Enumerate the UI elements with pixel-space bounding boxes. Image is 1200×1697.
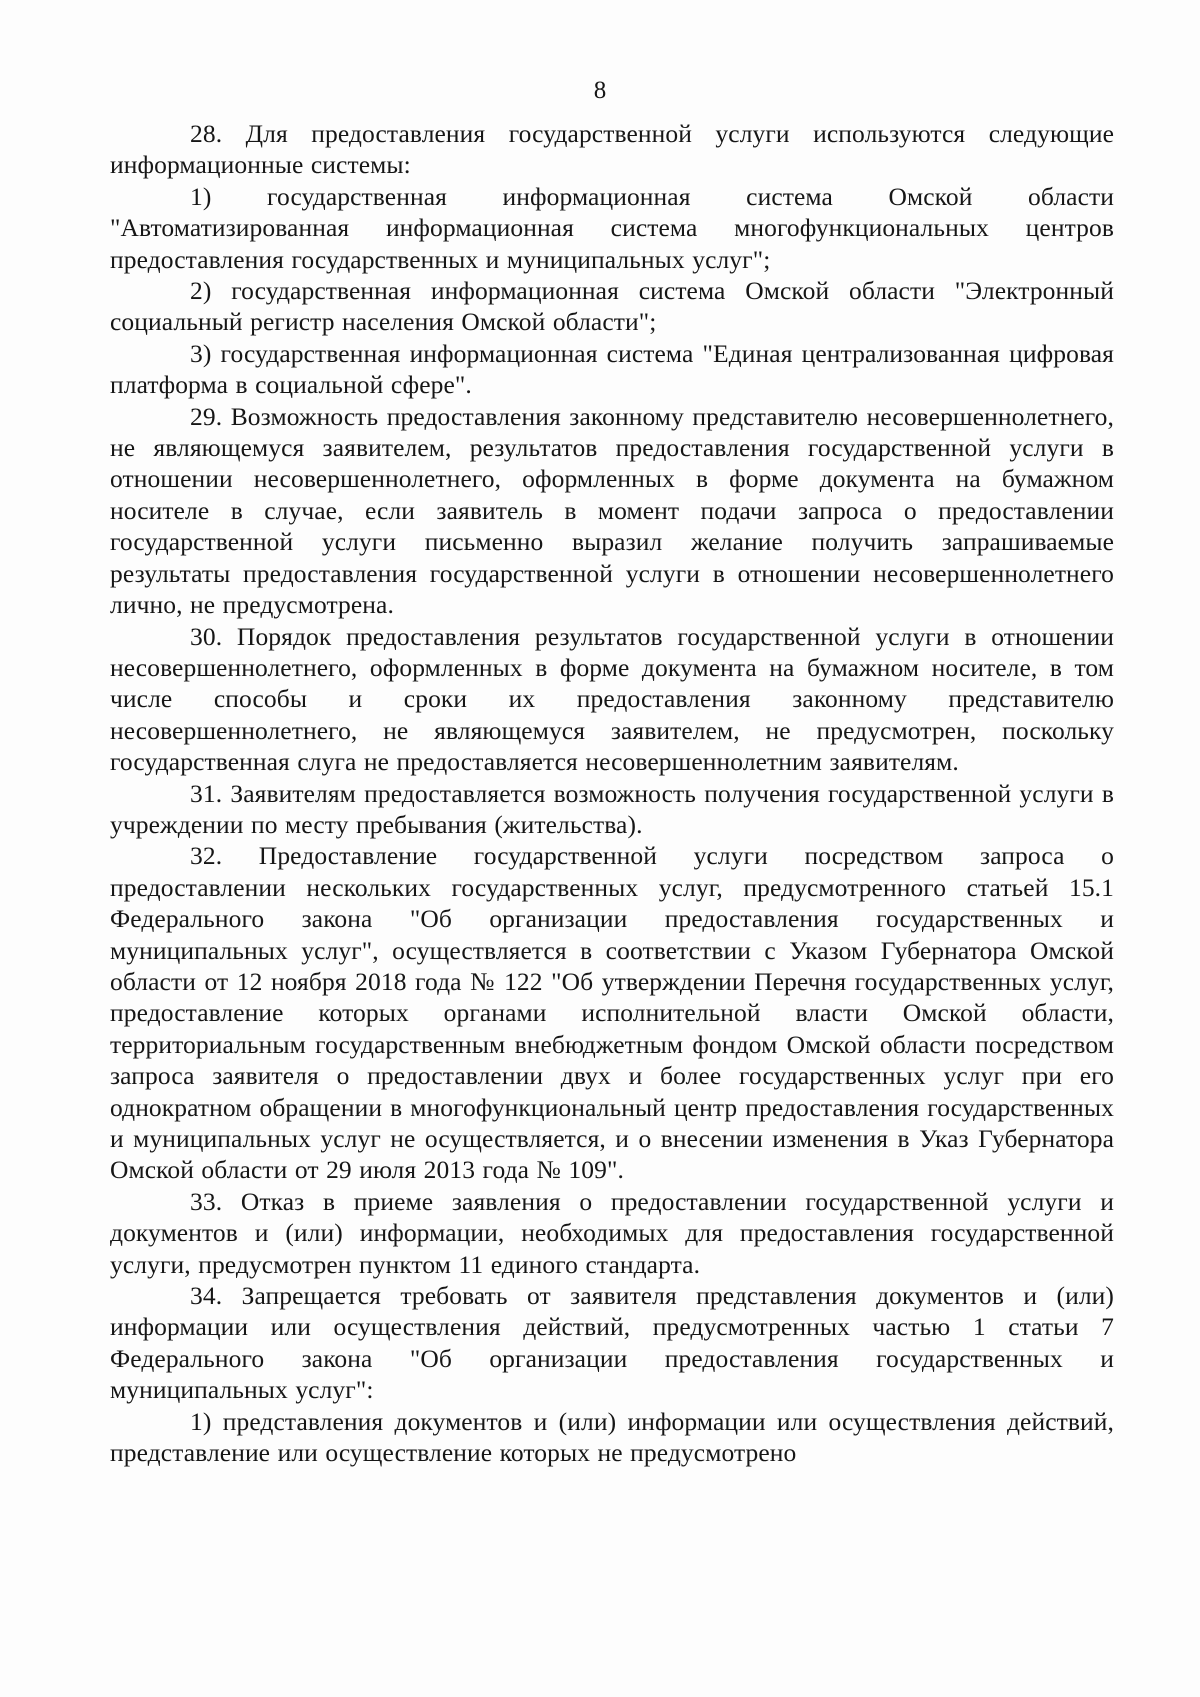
list-item-28-2: 2) государственная информационная система Омской области "Электронный социальный регистр населения Омской области"; xyxy=(110,276,1114,337)
list-item-28-1: 1) государственная информационная система Омской области "Автоматизированная информационная система многофункциональных центров предоставления государственных и муниципальных услуг"; xyxy=(110,181,1114,274)
paragraph-29: 29. Возможность предоставления законному представителю несовершеннолетнего, не являющемуся заявителем, результатов предоставления государственной услуги в отношении несовершеннолетнего, оформленных в форме документа на бумажном носителе в случае, если заявитель в момент подачи запроса о предоставлении государственной услуги письменно выразил желание получить запрашиваемые результаты предоставления государственной услуги в отношении несовершеннолетнего лично, не предусмотрена. xyxy=(110,401,1114,620)
paragraph-31: 31. Заявителям предоставляется возможность получения государственной услуги в учреждении по месту пребывания (жительства). xyxy=(110,778,1114,839)
paragraph-30: 30. Порядок предоставления результатов государственной услуги в отношении несовершеннолетнего, оформленных в форме документа на бумажном носителе, в том числе способы и сроки их предоставления законному представителю несовершеннолетнего, не являющемуся заявителем, не предусмотрен, поскольку государственная слуга не предоставляется несовершеннолетним заявителям. xyxy=(110,621,1114,777)
document-body xyxy=(110,118,1114,1468)
list-item-34-1: 1) представления документов и (или) информации или осуществления действий, представление или осуществление которых не предусмотрено xyxy=(110,1406,1114,1468)
paragraph-32: 32. Предоставление государственной услуги посредством запроса о предоставлении нескольких государственных услуг, предусмотренного статьей 15.1 Федерального закона "Об организации предоставления государственных и муниципальных услуг", осуществляется в соответствии с Указом Губернатора Омской области от 12 ноября 2018 года № 122 "Об утверждении Перечня государственных услуг, предоставление которых органами исполнительной власти Омской области, территориальным государственным внебюджетным фондом Омской области посредством запроса заявителя о предоставлении двух и более государственных услуг при его однократном обращении в многофункциональный центр предоставления государственных и муниципальных услуг не осуществляется, и о внесении изменения в Указ Губернатора Омской области от 29 июля 2013 года № 109". xyxy=(110,841,1114,1185)
paragraph-34: 34. Запрещается требовать от заявителя представления документов и (или) информации или осуществления действий, предусмотренных частью 1 статьи 7 Федерального закона "Об организации предоставления государственных и муниципальных услуг": xyxy=(110,1281,1114,1405)
page-number: 8 xyxy=(593,77,607,104)
paragraph-28: 28. Для предоставления государственной услуги используются следующие информационные системы: xyxy=(110,119,1114,180)
paragraph-33: 33. Отказ в приеме заявления о предоставлении государственной услуги и документов и (или) информации, необходимых для предоставления государственной услуги, предусмотрен пунктом 11 единого стандарта. xyxy=(110,1186,1114,1279)
list-item-28-3: 3) государственная информационная система "Единая централизованная цифровая платформа в социальной сфере". xyxy=(110,338,1114,400)
